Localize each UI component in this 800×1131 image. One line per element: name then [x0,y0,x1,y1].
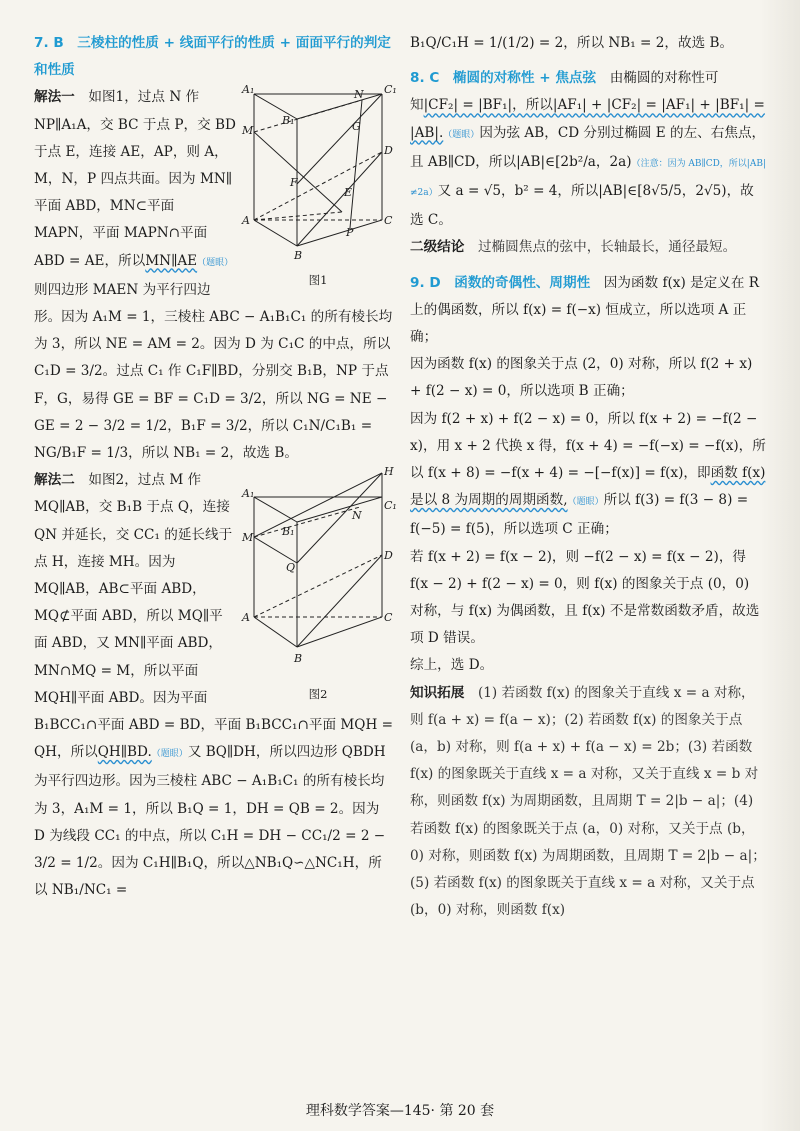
label-N: N [354,88,364,102]
q8-conclusion: 二级结论 过椭圆焦点的弦中，长轴最长，通径最短。 [410,239,737,256]
label-A: A [242,611,250,625]
label-A: A [242,214,250,228]
q9-option-c: 因为 f(2 + x) + f(2 − x) = 0，所以 f(x + 2) = −f(2 − x)，用 x + 2 代换 x 得，f(x + 4) = −f(−x) = −f(x)，所以 f(x + 8) = −f(x + 4) = −[−f(x)] = f(x)，即函数 f(x) 是以 8 为周期的周期函数,（题眼）所以 f(3) = f(3 − 8) = f(−5) = f(5)，所以选项 C 正确； [410,410,766,538]
label-B: B [294,652,303,666]
label-C1: C₁ [384,83,397,97]
figure-2-caption: 图2 [308,687,328,702]
label-D: D [384,549,393,563]
label-C: C [384,611,393,625]
figure-2 [242,465,397,702]
label-G: G [352,120,361,134]
label-C: C [384,214,393,228]
label-M: M [242,124,254,138]
q9-option-d: 若 f(x + 2) = f(x − 2)，则 −f(2 − x) = f(x − 2)，得 f(x − 2) + f(2 − x) = 0，则 f(x) 的图象关于点 (0，0) 对称，与 f(x) 为偶函数，且 f(x) 不是常数函数矛盾，故选项 D 错误。 [410,548,760,647]
label-M: M [242,531,254,545]
label-N: N [352,509,362,523]
label-C1: C₁ [384,499,397,513]
q9-option-b: 因为函数 f(x) 的图象关于点 (2，0) 对称，所以 f(2 + x) + f(2 − x) = 0，所以选项 B 正确； [410,356,753,400]
label-F: F [290,176,298,190]
label-E: E [344,186,353,200]
left-column [34,30,397,905]
label-B1: B₁ [282,525,295,539]
label-B1: B₁ [282,114,295,128]
right-column [410,30,766,925]
figure-1 [242,83,397,287]
label-A1: A₁ [242,83,255,97]
q8-block: 8. C 椭圆的对称性 + 焦点弦 由椭圆的对称性可知|CF₂| = |BF₁|，所以|AF₁| + |CF₂| = |AF₁| + |BF₁| = |AB|.（题眼）因为弦 AB，CD 分别过椭圆 E 的左、右焦点，且 AB∥CD，所以|AB|∈[2b²/a，2a)（注意：因为 AB∥CD，所以|AB|≠2a）又 a = √5，b² = 4，所以|AB|∈[8√5/5，2√5)，故选 C。 [410,70,766,229]
q7-heading: 7. B 三棱柱的性质 + 线面平行的性质 + 面面平行的判定和性质 [34,35,391,79]
label-D: D [384,144,393,158]
label-P: P [346,226,354,240]
q9-summary: 综上，选 D。 [410,657,494,674]
q9-block: 9. D 函数的奇偶性、周期性 因为函数 f(x) 是定义在 R 上的偶函数，所以 f(x) = f(−x) 恒成立，所以选项 A 正确； [410,274,760,346]
prism-diagram-1 [242,83,397,263]
q9-extension: 知识拓展 (1) 若函数 f(x) 的图象关于直线 x = a 对称，则 f(a + x) = f(a − x)；(2) 若函数 f(x) 的图象关于点 (a，b) 对称，则 f(a + x) + f(a − x) = 2b；(3) 若函数 f(x) 的图象既关于直线 x = a 对称，又关于直线 x = b 对称，则函数 f(x) 为周期函数，且周期 T = 2|b − a|；(4) 若函数 f(x) 的图象既关于点 (a，0) 对称，又关于点 (b，0) 对称，则函数 f(x) 为周期函数，且周期 T = 2|b − a|；(5) 若函数 f(x) 的图象既关于直线 x = a 对称，又关于点 (b，0) 对称，则函数 f(x) [410,684,766,919]
label-B: B [294,249,303,263]
page-footer: 理科数学答案—145· 第 20 套 [305,1103,495,1119]
label-Q: Q [286,561,296,575]
q7-continuation: B₁Q/C₁H = 1/(1/2) = 2，所以 NB₁ = 2，故选 B。 [410,35,734,51]
q7-method1: 解法一 如图1，过点 N 作 NP∥A₁A，交 BC 于点 P，交 BD 于点 E，连接 AE，AP，则 A，M，N，P 四点共面。因为 MN∥平面 ABD，MN⊂平面 MAPN，平面 MAPN∩平面 ABD = AE，所以MN∥AE（题眼）则四边形 MAEN 为平行四边形。因为 A₁M = 1，三棱柱 ABC − A₁B₁C₁ 的所有棱长均为 3，所以 NE = AM = 2。因为 D 为 C₁C 的中点，所以 C₁D = 3/2。过点 C₁ 作 C₁F∥BD，分别交 B₁B，NP 于点 F，G，易得 GE = BF = C₁D = 3/2，所以 NG = NE − GE = 2 − 3/2 = 1/2，B₁F = 3/2，所以 C₁N/C₁B₁ = NG/B₁F = 1/3，所以 NB₁ = 2，故选 B。 [34,89,393,462]
label-A1: A₁ [242,487,255,501]
figure-1-caption: 图1 [308,272,328,287]
page-spine-shadow [760,0,800,1131]
prism-diagram-2 [242,465,397,677]
q7-method2: 解法二 如图2，过点 M 作 MQ∥AB，交 B₁B 于点 Q，连接 QN 并延长，交 CC₁ 的延长线于点 H，连接 MH。因为 MQ∥AB，AB⊂平面 ABD，MQ⊄平面 ABD，所以 MQ∥平面 ABD，又 MN∥平面 ABD，MN∩MQ = M，所以平面 MQH∥平面 ABD。因为平面 B₁BCC₁∩平面 ABD = BD，平面 B₁BCC₁∩平面 MQH = QH，所以QH∥BD.（题眼）又 BQ∥DH，所以四边形 QBDH 为平行四边形。因为三棱柱 ABC − A₁B₁C₁ 的所有棱长均为 3，A₁M = 1，所以 B₁Q = 1，DH = QB = 2。因为 D 为线段 CC₁ 的中点，所以 C₁H = DH − CC₁/2 = 2 − 3/2 = 1/2。因为 C₁H∥B₁Q，所以△NB₁Q∽△NC₁H，所以 NB₁/NC₁ = [34,472,394,899]
label-H: H [384,465,394,479]
